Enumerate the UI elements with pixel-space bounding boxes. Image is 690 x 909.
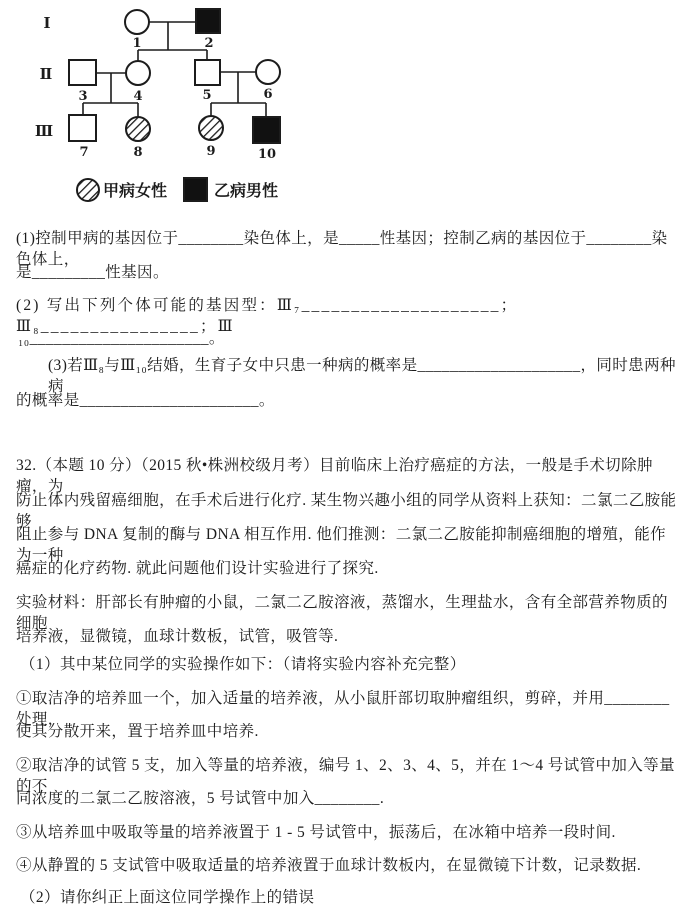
q32-stem-line3: 阻止参与 DNA 复制的酶与 DNA 相互作用. 他们推测：二氯二乙胺能抑制癌细胞的增殖，能作为一种	[16, 526, 667, 564]
individual-6-number: 6	[263, 87, 273, 102]
individual-3-number: 3	[78, 89, 88, 104]
pedigree-legend	[77, 178, 278, 201]
q31-part3-line2: 的概率是______________________。	[16, 392, 275, 409]
q31-part1-line1: (1)控制甲病的基因位于________染色体上，是_____性基因；控制乙病的基因位于________染色体上，	[16, 230, 668, 268]
individual-5-number: 5	[202, 88, 212, 103]
generation-label-3: Ⅲ	[34, 122, 54, 140]
pedigree-connector-lines	[83, 22, 266, 117]
individual-10-number: 10	[257, 147, 277, 162]
individual-9-number: 9	[206, 144, 216, 159]
filled-square-icon	[184, 178, 207, 201]
q32-part1-header: （1）其中某位同学的实验操作如下：（请将实验内容补充完整）	[20, 656, 466, 673]
q32-stem-line4: 癌症的化疗药物. 就此问题他们设计实验进行了探究.	[16, 560, 379, 577]
q32-part2-header: （2）请你纠正上面这位同学操作上的错误	[20, 889, 315, 906]
q32-step1-line1: ①取洁净的培养皿一个，加入适量的培养液，从小鼠肝部切取肿瘤组织，剪碎，并用________处理，	[16, 690, 670, 728]
q32-stem-line1: 32.（本题 10 分）（2015 秋•株洲校级月考）目前临床上治疗癌症的方法，一般是手术切除肿瘤，为	[16, 457, 653, 495]
legend-disease-b-male-label: 乙病男性	[214, 181, 279, 200]
hatched-circle-icon	[77, 179, 99, 201]
q31-part2-line2: ₁₀______________________。	[18, 330, 225, 347]
q32-step3-line: ③从培养皿中吸取等量的培养液置于 1 - 5 号试管中，振荡后，在冰箱中培养一段时间.	[16, 824, 616, 841]
individual-2-number: 2	[204, 36, 214, 51]
individual-4-normal-female-circle	[126, 61, 150, 85]
generation-label-1: Ⅰ	[43, 14, 51, 32]
q31-part3-line1: (3)若Ⅲ₈与Ⅲ₁₀结婚，生育子女中只患一种病的概率是____________________，同时患两种病	[48, 357, 676, 395]
q32-stem-line2: 防止体内残留癌细胞，在手术后进行化疗. 某生物兴趣小组的同学从资料上获知：二氯二乙胺能够	[16, 492, 677, 530]
individual-1-normal-female-circle	[125, 10, 149, 34]
q31-part2-line1: (2) 写出下列个体可能的基因型：Ⅲ₇____________________；Ⅲ₈________________；Ⅲ	[16, 297, 519, 335]
individual-9-affected-female-hatched-circle	[199, 116, 223, 140]
q32-materials-line2: 培养液，显微镜，血球计数板，试管，吸管等.	[16, 628, 339, 645]
generation-label-2: Ⅱ	[39, 65, 53, 83]
q32-step2-line1: ②取洁净的试管 5 支，加入等量的培养液，编号 1、2、3、4、5，并在 1～4 号试管中加入等量的不	[16, 757, 675, 795]
legend-disease-a-female-label: 甲病女性	[103, 181, 168, 200]
pedigree-chart	[0, 0, 340, 215]
individual-1-number: 1	[132, 36, 142, 51]
individual-8-number: 8	[133, 145, 143, 160]
individual-6-normal-female-circle	[256, 60, 280, 84]
individual-7-normal-male-square	[69, 115, 96, 141]
individual-2-affected-male-filled-square	[196, 9, 220, 33]
q32-step1-line2: 使其分散开来，置于培养皿中培养.	[16, 723, 259, 740]
individual-7-number: 7	[79, 145, 89, 160]
individual-5-normal-male-square	[195, 60, 220, 85]
individual-3-normal-male-square	[69, 60, 96, 85]
individual-8-affected-female-hatched-circle	[126, 117, 150, 141]
individual-10-affected-male-filled-square	[253, 117, 280, 143]
q31-part1-line2: 是_________性基因。	[16, 264, 169, 281]
q32-step2-line2: 同浓度的二氯二乙胺溶液，5 号试管中加入________.	[16, 790, 385, 807]
q32-step4-line: ④从静置的 5 支试管中吸取适量的培养液置于血球计数板内，在显微镜下计数，记录数据.	[16, 857, 642, 874]
individual-4-number: 4	[133, 89, 143, 104]
q32-materials-line1: 实验材料：肝部长有肿瘤的小鼠，二氯二乙胺溶液，蒸馏水，生理盐水，含有全部营养物质的细胞	[16, 594, 668, 632]
